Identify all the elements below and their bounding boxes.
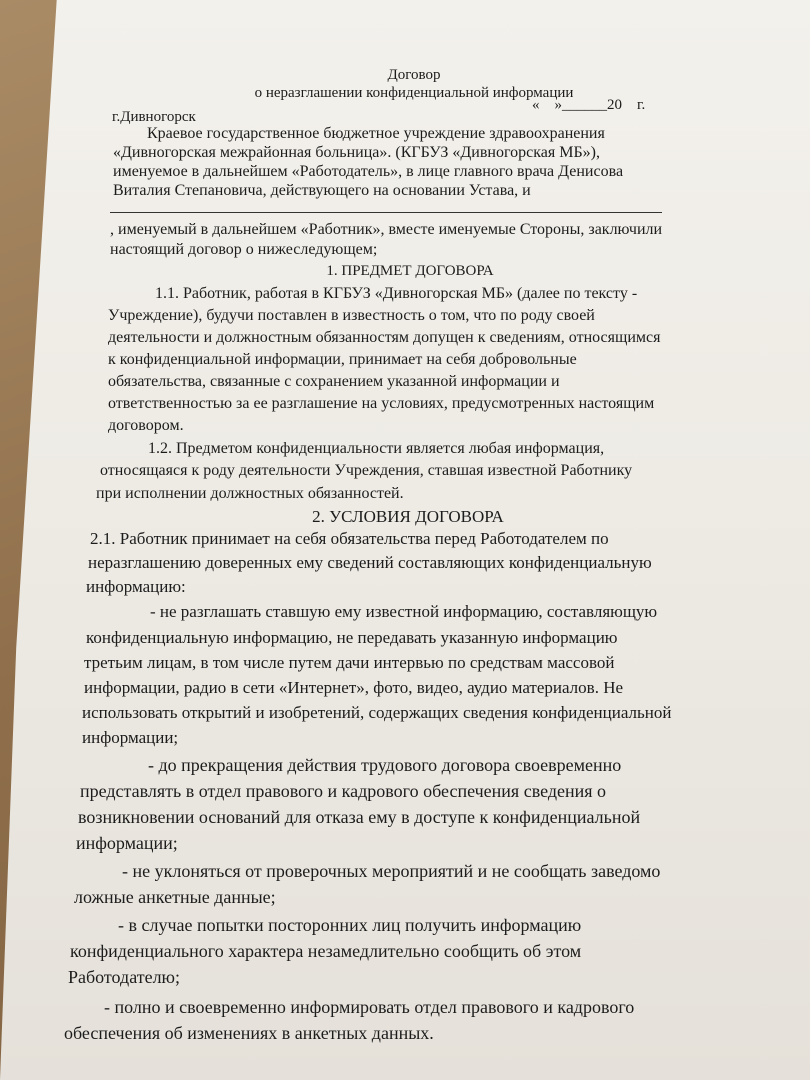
section1-line: к конфиденциальной информации, принимает на себя добровольные (108, 351, 577, 368)
section2-line: информации; (82, 728, 179, 747)
section1-line: 1.2. Предметом конфиденциальности является любая информация, (148, 440, 605, 457)
section2-line: возникновении оснований для отказа ему в доступе к конфиденциальной (78, 807, 641, 827)
section1-line: ответственностью за ее разглашение на условиях, предусмотренных настоящим (108, 395, 655, 412)
section2-line: обеспечения об изменениях в анкетных данных. (64, 1023, 434, 1043)
doc-title: Договор (387, 67, 441, 83)
doc-date: « »______20 г. (532, 97, 646, 113)
section2-line: - до прекращения действия трудового договора своевременно (148, 755, 622, 775)
section2-line: неразглашению доверенных ему сведений составляющих конфиденциальную (88, 553, 652, 572)
preamble-line: Виталия Степановича, действующего на основании Устава, и (113, 182, 531, 199)
section2-line: - не разглашать ставшую ему известной информацию, составляющую (150, 602, 658, 621)
section2-line: третьим лицам, в том числе путем дачи интервью по средствам массовой (84, 653, 615, 672)
section2-line: конфиденциального характера незамедлительно сообщить об этом (70, 941, 582, 961)
section1-line: обязательства, связанные с сохранением указанной информации и (108, 373, 560, 390)
section1-line: деятельности и должностным обязанностям допущен к сведениям, относящимся (108, 329, 661, 346)
section2-line: ложные анкетные данные; (74, 887, 276, 907)
doc-city: г.Дивногорск (112, 109, 196, 125)
section2-line: информации, радио в сети «Интернет», фото, видео, аудио материалов. Не (84, 678, 624, 697)
section2-line: 2.1. Работник принимает на себя обязательства перед Работодателем по (90, 529, 609, 548)
section2-line: конфиденциальную информацию, не передавать указанную информацию (86, 628, 618, 647)
section2-line: - в случае попытки посторонних лиц получить информацию (118, 915, 582, 935)
preamble-line: «Дивногорская межрайонная больница». (КГБУЗ «Дивногорская МБ»), (113, 144, 600, 161)
section1-line: относящаяся к роду деятельности Учреждения, ставшая известной Работнику (100, 462, 633, 479)
section2-line: информации; (76, 833, 178, 853)
section1-line: договором. (108, 417, 184, 434)
name-blank-line (110, 212, 662, 213)
section1-line: Учреждение), будучи поставлен в известность о том, что по роду своей (108, 307, 595, 324)
section1-heading: 1. ПРЕДМЕТ ДОГОВОРА (326, 263, 494, 279)
section2-line: представлять в отдел правового и кадрового обеспечения сведения о (80, 781, 607, 801)
section2-line: - не уклоняться от проверочных мероприятий и не сообщать заведомо (122, 861, 661, 881)
section2-line: использовать открытий и изобретений, содержащих сведения конфиденциальной (82, 703, 672, 722)
section2-line: - полно и своевременно информировать отдел правового и кадрового (104, 997, 635, 1017)
section2-line: Работодателю; (68, 967, 180, 987)
section1-line: 1.1. Работник, работая в КГБУЗ «Дивногорская МБ» (далее по тексту - (155, 285, 638, 302)
section2-line: информацию: (86, 577, 186, 596)
doc-subtitle: о неразглашении конфиденциальной информации (254, 85, 574, 101)
preamble-line: , именуемый в дальнейшем «Работник», вместе именуемые Стороны, заключили (110, 221, 663, 238)
preamble-line: настоящий договор о нижеследующем; (110, 241, 378, 258)
section1-line: при исполнении должностных обязанностей. (96, 485, 404, 502)
preamble-line: именуемое в дальнейшем «Работодатель», в лице главного врача Денисова (113, 163, 624, 180)
preamble-line: Краевое государственное бюджетное учреждение здравоохранения (147, 125, 605, 142)
section2-heading: 2. УСЛОВИЯ ДОГОВОРА (312, 507, 504, 526)
